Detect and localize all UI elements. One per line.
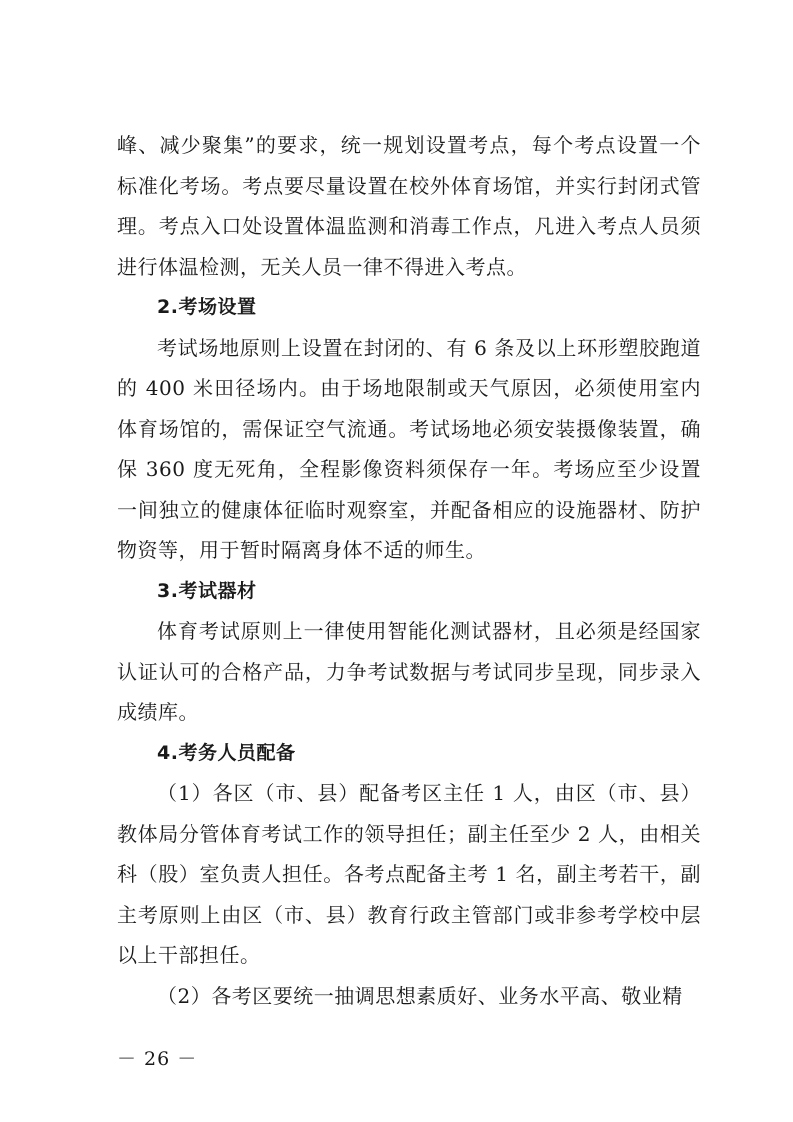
paragraph-exam-equipment: 体育考试原则上一律使用智能化测试器材，且必须是经国家认证认可的合格产品，力争考试数据与考试同步呈现，同步录入成绩库。 bbox=[117, 619, 701, 724]
section-heading-staff-allocation: 4.考务人员配备 bbox=[157, 741, 296, 764]
document-body bbox=[117, 125, 701, 1016]
section-heading-exam-equipment: 3.考试器材 bbox=[157, 579, 257, 602]
paragraph-exam-venue-setup: 考试场地原则上设置在封闭的、有 6 条及以上环形塑胶跑道的 400 米田径场内。由于场地限制或天气原因，必须使用室内体育场馆的，需保证空气流通。考试场地必须安装摄像装置，确保 360 度无死角，全程影像资料须保存一年。考场应至少设置一间独立的健康体征临时观察室，并配备相应的设施器材、防护物资等，用于暂时隔离身体不适的师生。 bbox=[117, 335, 701, 562]
page-number: － 26 － bbox=[117, 1048, 198, 1070]
paragraph-staff-allocation-1: （1）各区（市、县）配备考区主任 1 人，由区（市、县）教体局分管体育考试工作的领导担任；副主任至少 2 人，由相关科（股）室负责人担任。各考点配备主考 1 名，副主考若干，副主考原则上由区（市、县）教育行政主管部门或非参考学校中层以上干部担任。 bbox=[117, 781, 701, 967]
paragraph-continuation: 峰、减少聚集”的要求，统一规划设置考点，每个考点设置一个标准化考场。考点要尽量设置在校外体育场馆，并实行封闭式管理。考点入口处设置体温监测和消毒工作点，凡进入考点人员须进行体温检测，无关人员一律不得进入考点。 bbox=[117, 133, 701, 279]
paragraph-staff-allocation-2: （2）各考区要统一抽调思想素质好、业务水平高、敬业精 bbox=[157, 983, 683, 1008]
section-heading-exam-venue-setup: 2.考场设置 bbox=[157, 296, 257, 318]
